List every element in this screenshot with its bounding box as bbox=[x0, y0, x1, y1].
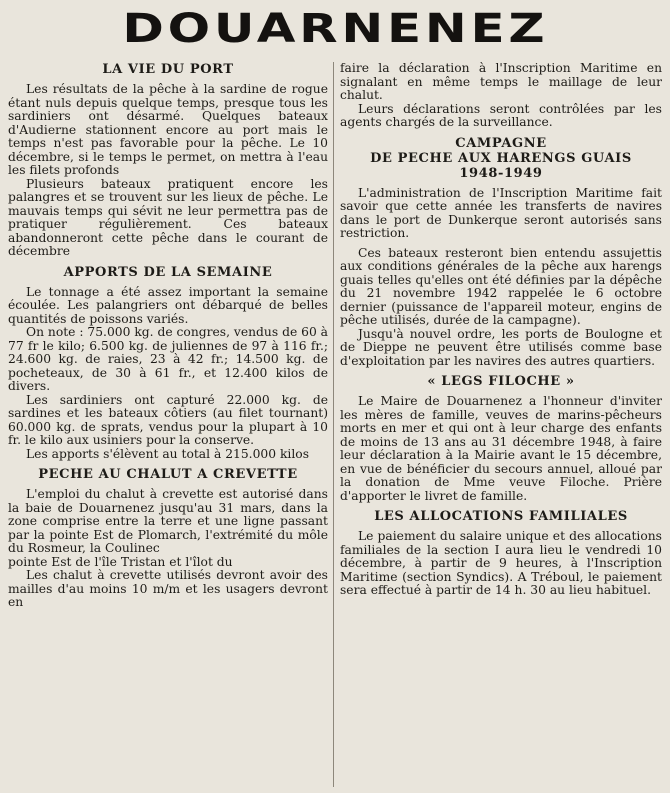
paragraph: On note : 75.000 kg. de congres, vendus de 60 à 77 fr le kilo; 6.500 kg. de juliennes de 97 à 116 fr.; 24.600 kg. de raies, 23 à 42 fr.; 14.500 kg. de pocheteaux, de 30 à 61 fr., et 12.400 kilos de divers. bbox=[8, 325, 329, 393]
masthead bbox=[0, 0, 670, 58]
heading-vie-du-port: LA VIE DU PORT bbox=[102, 62, 234, 77]
paragraph: Les apports s'élèvent au total à 215.000 kilos bbox=[26, 446, 310, 461]
paragraph: Les chalut à crevette utilisés devront avoir des mailles d'au moins 10 m/m et les usagers devront en bbox=[8, 568, 328, 609]
paragraph: Jusqu'à nouvel ordre, les ports de Boulogne et de Dieppe ne peuvent être utilisés comme base d'exploitation par les navires des autres quartiers. bbox=[340, 326, 662, 368]
paragraph: Ces bateaux resteront bien entendu assujettis aux conditions générales de la pêche aux harengs guais telles qu'elles ont été définies par la dépêche du 21 novembre 1942 rappelée le 6 octobre dernier (puissance de l'appareil moteur, engins de pêche utilisés, durée de la campagne). bbox=[340, 245, 662, 327]
column-divider bbox=[333, 62, 334, 787]
paragraph: Le paiement du salaire unique et des allocations familiales de la section I aura lieu le vendredi 10 décembre, à partir de 9 heures, à l'Inscription Maritime (section Syndics). A Tréboul, le paiement sera effectué à partir de 14 h. 30 au lieu habituel. bbox=[340, 529, 662, 597]
heading-campagne-line2: DE PECHE AUX HARENGS GUAIS bbox=[370, 150, 632, 166]
paragraph: pointe Est de l'île Tristan et l'îlot du bbox=[8, 554, 233, 569]
paragraph: Les sardiniers ont capturé 22.000 kg. de sardines et les bateaux côtiers (au filet tournant) 60.000 kg. de sprats, vendus pour la plupart à 10 fr. le kilo aux usiniers pour la conserve. bbox=[8, 392, 328, 447]
paragraph: L'administration de l'Inscription Maritime fait savoir que cette année les transferts de navires dans le port de Dunkerque seront autorisés sans restriction. bbox=[340, 185, 662, 240]
masthead-title: DOUARNENEZ bbox=[121, 6, 549, 52]
left-column bbox=[8, 62, 328, 610]
paragraph: Plusieurs bateaux pratiquent encore les palangres et se trouvent sur les lieux de pêche. Le mauvais temps qui sévit ne leur permettra pas de pratiquer régulièrement. Ces bateaux abandonneront cette pêche dans le courant de décembre bbox=[8, 176, 328, 258]
paragraph: Les résultats de la pêche à la sardine de rogue étant nuls depuis quelque temps, presque tous les sardiniers ont désarmé. Quelques bateaux d'Audierne stationnent encore au port mais le temps n'est pas favorable pour la pêche. Le 10 décembre, si le temps le permet, on mettra à l'eau les filets profonds bbox=[8, 82, 328, 177]
paragraph: Le tonnage a été assez important la semaine écoulée. Les palangriers ont débarqué de belles quantités de poissons variés. bbox=[8, 284, 328, 326]
heading-chalut: PECHE AU CHALUT A CREVETTE bbox=[38, 467, 298, 482]
heading-campagne: CAMPAGNE bbox=[455, 135, 547, 151]
paragraph: faire la déclaration à l'Inscription Maritime en signalant en même temps le maillage de leur chalut. bbox=[340, 61, 662, 102]
paragraph: Leurs déclarations seront contrôlées par les agents chargés de la surveillance. bbox=[340, 101, 662, 129]
heading-legs-filoche: « LEGS FILOCHE » bbox=[427, 374, 575, 389]
paragraph: L'emploi du chalut à crevette est autorisé dans la baie de Douarnenez jusqu'au 31 mars, dans la zone comprise entre la terre et une ligne passant par la pointe Est de Plomarch, l'extrémité du môle du Rosmeur, la Coulinec bbox=[8, 487, 328, 555]
heading-allocations: LES ALLOCATIONS FAMILIALES bbox=[374, 509, 628, 524]
paragraph: Le Maire de Douarnenez a l'honneur d'inviter les mères de famille, veuves de marins-pêcheurs morts en mer et qui ont à leur charge des enfants de moins de 13 ans au 31 décembre 1948, à faire leur déclaration à la Mairie avant le 15 décembre, en vue de bénéficier du secours annuel, alloué par la donation de Mme veuve Filoche. Prière d'apporter le livret de famille. bbox=[340, 394, 662, 503]
right-column bbox=[340, 62, 662, 598]
heading-campagne-years: 1948-1949 bbox=[459, 165, 543, 181]
heading-apports: APPORTS DE LA SEMAINE bbox=[63, 264, 273, 280]
